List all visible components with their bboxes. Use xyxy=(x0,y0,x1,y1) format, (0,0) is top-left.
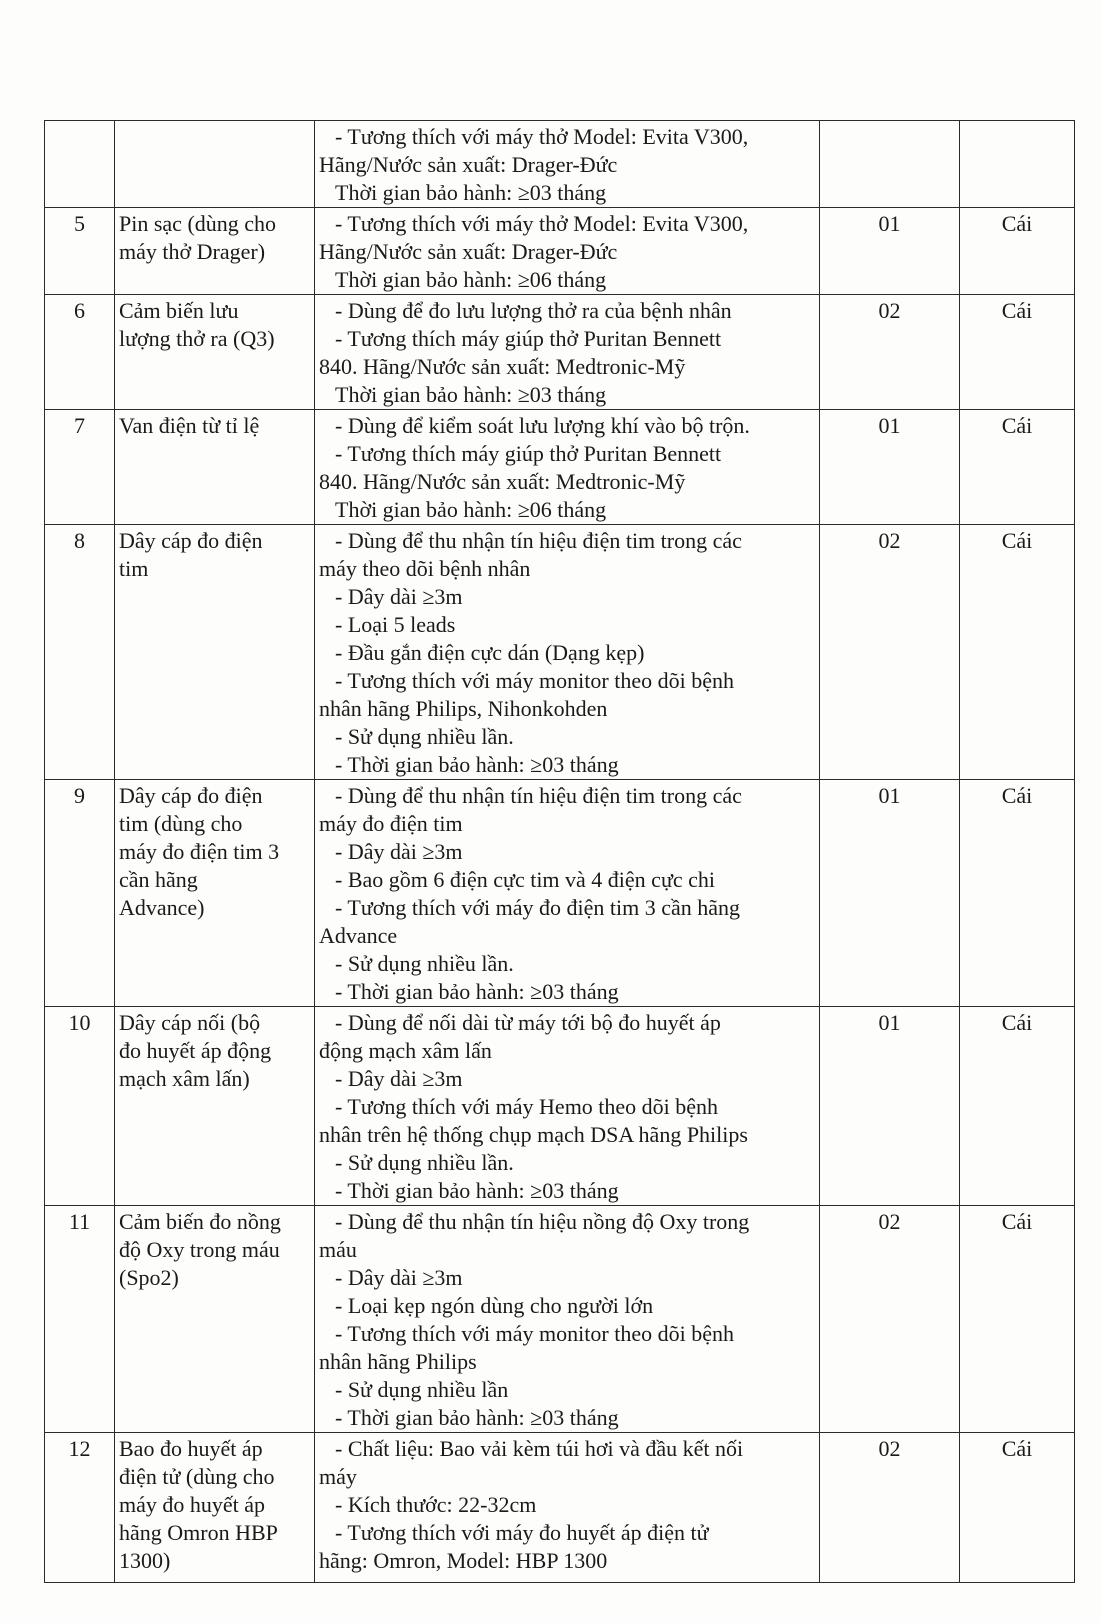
spec-line: - Dùng để thu nhận tín hiệu nồng độ Oxy trong xyxy=(335,1209,750,1234)
spec-line: máu xyxy=(319,1237,357,1262)
item-name-line: Bao đo huyết áp xyxy=(119,1436,263,1461)
unit-cell: Cái xyxy=(960,1206,1075,1433)
spec-line: - Tương thích với máy đo huyết áp điện tử xyxy=(335,1520,709,1545)
spec-line: - Dùng để thu nhận tín hiệu điện tim trong các xyxy=(335,528,742,553)
table-row xyxy=(45,121,1075,208)
item-name-cell xyxy=(115,208,315,295)
spec-line: - Đầu gắn điện cực dán (Dạng kẹp) xyxy=(335,640,645,665)
table-body xyxy=(45,121,1075,1583)
table-row xyxy=(45,1433,1075,1583)
item-name-line: lượng thở ra (Q3) xyxy=(119,326,275,351)
item-name-line: máy thở Drager) xyxy=(119,239,266,264)
item-name-line: Cảm biến lưu xyxy=(119,298,239,323)
spec-line: - Tương thích máy giúp thở Puritan Bennett xyxy=(335,441,722,466)
spec-line: - Tương thích với máy thở Model: Evita V300, xyxy=(335,124,749,149)
table-row xyxy=(45,1206,1075,1433)
spec-line: - Dây dài ≥3m xyxy=(335,1265,463,1290)
spec-line: - Loại kẹp ngón dùng cho người lớn xyxy=(335,1293,654,1318)
quantity-cell xyxy=(820,121,960,208)
item-name-line: Dây cáp đo điện xyxy=(119,528,263,553)
item-name-line: tim xyxy=(119,556,149,581)
unit-cell xyxy=(960,121,1075,208)
spec-line: 840. Hãng/Nước sản xuất: Medtronic-Mỹ xyxy=(319,469,686,494)
unit-cell: Cái xyxy=(960,295,1075,410)
spec-line: nhân trên hệ thống chụp mạch DSA hãng Philips xyxy=(319,1122,748,1147)
spec-line: - Kích thước: 22-32cm xyxy=(335,1492,537,1517)
spec-line: - Sử dụng nhiều lần xyxy=(335,1377,509,1402)
item-name-line: máy đo điện tim 3 xyxy=(119,839,280,864)
item-name-line: độ Oxy trong máu xyxy=(119,1237,280,1262)
item-name-cell xyxy=(115,121,315,208)
item-name-cell xyxy=(115,780,315,1007)
spec-line: - Tương thích với máy monitor theo dõi bệnh xyxy=(335,668,734,693)
row-number: 6 xyxy=(45,295,115,410)
spec-line: máy đo điện tim xyxy=(319,811,463,836)
spec-line: máy theo dõi bệnh nhân xyxy=(319,556,531,581)
quantity-cell: 02 xyxy=(820,1206,960,1433)
spec-line: Thời gian bảo hành: ≥03 tháng xyxy=(335,180,607,205)
item-name-line: (Spo2) xyxy=(119,1265,179,1290)
spec-line: nhân hãng Philips, Nihonkohden xyxy=(319,696,608,721)
spec-line: - Dây dài ≥3m xyxy=(335,584,463,609)
spec-line: - Chất liệu: Bao vải kèm túi hơi và đầu kết nối xyxy=(335,1436,744,1461)
item-name-cell xyxy=(115,1007,315,1206)
spec-line: - Tương thích với máy monitor theo dõi bệnh xyxy=(335,1321,734,1346)
table-row xyxy=(45,410,1075,525)
item-name-line: hãng Omron HBP xyxy=(119,1520,278,1545)
item-name-line: Van điện từ tỉ lệ xyxy=(119,413,260,438)
item-name-line: Dây cáp nối (bộ xyxy=(119,1010,261,1035)
spec-line: - Sử dụng nhiều lần. xyxy=(335,951,514,976)
item-name-line: cần hãng xyxy=(119,867,198,892)
row-number: 8 xyxy=(45,525,115,780)
unit-cell: Cái xyxy=(960,1007,1075,1206)
item-name-cell xyxy=(115,525,315,780)
spec-line: - Thời gian bảo hành: ≥03 tháng xyxy=(335,979,619,1004)
spec-line: - Thời gian bảo hành: ≥03 tháng xyxy=(335,1178,619,1203)
spec-line: - Dùng để kiểm soát lưu lượng khí vào bộ trộn. xyxy=(335,413,750,438)
row-number xyxy=(45,121,115,208)
spec-cell xyxy=(315,208,820,295)
spec-cell xyxy=(315,295,820,410)
item-name-cell xyxy=(115,410,315,525)
table-row xyxy=(45,525,1075,780)
spec-line: máy xyxy=(319,1464,357,1489)
spec-line: nhân hãng Philips xyxy=(319,1349,477,1374)
spec-cell xyxy=(315,121,820,208)
spec-cell xyxy=(315,1433,820,1583)
quantity-cell: 02 xyxy=(820,525,960,780)
spec-line: - Thời gian bảo hành: ≥03 tháng xyxy=(335,1405,619,1430)
quantity-cell: 01 xyxy=(820,208,960,295)
quantity-cell: 02 xyxy=(820,1433,960,1583)
spec-line: - Sử dụng nhiều lần. xyxy=(335,1150,514,1175)
table-row xyxy=(45,780,1075,1007)
row-number: 7 xyxy=(45,410,115,525)
row-number: 10 xyxy=(45,1007,115,1206)
unit-cell: Cái xyxy=(960,1433,1075,1583)
spec-line: Thời gian bảo hành: ≥06 tháng xyxy=(335,497,607,522)
spec-cell xyxy=(315,410,820,525)
table-row xyxy=(45,295,1075,410)
spec-line: - Tương thích máy giúp thở Puritan Bennett xyxy=(335,326,722,351)
spec-line: - Tương thích với máy Hemo theo dõi bệnh xyxy=(335,1094,719,1119)
spec-cell xyxy=(315,1007,820,1206)
table-row xyxy=(45,1007,1075,1206)
spec-line: động mạch xâm lấn xyxy=(319,1038,492,1063)
item-name-line: tim (dùng cho xyxy=(119,811,243,836)
spec-line: Hãng/Nước sản xuất: Drager-Đức xyxy=(319,239,618,264)
equipment-spec-table xyxy=(44,120,1075,1583)
spec-line: Thời gian bảo hành: ≥03 tháng xyxy=(335,382,607,407)
item-name-line: đo huyết áp động xyxy=(119,1038,272,1063)
quantity-cell: 01 xyxy=(820,780,960,1007)
spec-line: Advance xyxy=(319,923,398,948)
item-name-cell xyxy=(115,1433,315,1583)
unit-cell: Cái xyxy=(960,525,1075,780)
spec-line: - Tương thích với máy đo điện tim 3 cần hãng xyxy=(335,895,741,920)
spec-line: - Dùng để thu nhận tín hiệu điện tim trong các xyxy=(335,783,742,808)
item-name-cell xyxy=(115,1206,315,1433)
spec-line: - Loại 5 leads xyxy=(335,612,456,637)
spec-line: - Sử dụng nhiều lần. xyxy=(335,724,514,749)
spec-line: - Dùng để nối dài từ máy tới bộ đo huyết áp xyxy=(335,1010,721,1035)
row-number: 11 xyxy=(45,1206,115,1433)
spec-cell xyxy=(315,1206,820,1433)
spec-line: hãng: Omron, Model: HBP 1300 xyxy=(319,1548,608,1573)
spec-line: - Bao gồm 6 điện cực tim và 4 điện cực chi xyxy=(335,867,716,892)
spec-line: Thời gian bảo hành: ≥06 tháng xyxy=(335,267,607,292)
item-name-line: Cảm biến đo nồng xyxy=(119,1209,281,1234)
table-row xyxy=(45,208,1075,295)
unit-cell: Cái xyxy=(960,780,1075,1007)
row-number: 5 xyxy=(45,208,115,295)
quantity-cell: 01 xyxy=(820,410,960,525)
item-name-line: 1300) xyxy=(119,1548,171,1573)
spec-line: - Thời gian bảo hành: ≥03 tháng xyxy=(335,752,619,777)
item-name-line: điện tử (dùng cho xyxy=(119,1464,275,1489)
item-name-line: Dây cáp đo điện xyxy=(119,783,263,808)
item-name-line: Pin sạc (dùng cho xyxy=(119,211,277,236)
unit-cell: Cái xyxy=(960,208,1075,295)
item-name-cell xyxy=(115,295,315,410)
row-number: 9 xyxy=(45,780,115,1007)
row-number: 12 xyxy=(45,1433,115,1583)
spec-line: - Dùng để đo lưu lượng thở ra của bệnh nhân xyxy=(335,298,732,323)
item-name-line: mạch xâm lấn) xyxy=(119,1066,250,1091)
spec-line: - Dây dài ≥3m xyxy=(335,839,463,864)
quantity-cell: 02 xyxy=(820,295,960,410)
spec-line: - Tương thích với máy thở Model: Evita V300, xyxy=(335,211,749,236)
item-name-line: Advance) xyxy=(119,895,205,920)
spec-line: Hãng/Nước sản xuất: Drager-Đức xyxy=(319,152,618,177)
spec-line: - Dây dài ≥3m xyxy=(335,1066,463,1091)
unit-cell: Cái xyxy=(960,410,1075,525)
spec-line: 840. Hãng/Nước sản xuất: Medtronic-Mỹ xyxy=(319,354,686,379)
quantity-cell: 01 xyxy=(820,1007,960,1206)
item-name-line: máy đo huyết áp xyxy=(119,1492,266,1517)
spec-cell xyxy=(315,780,820,1007)
spec-cell xyxy=(315,525,820,780)
